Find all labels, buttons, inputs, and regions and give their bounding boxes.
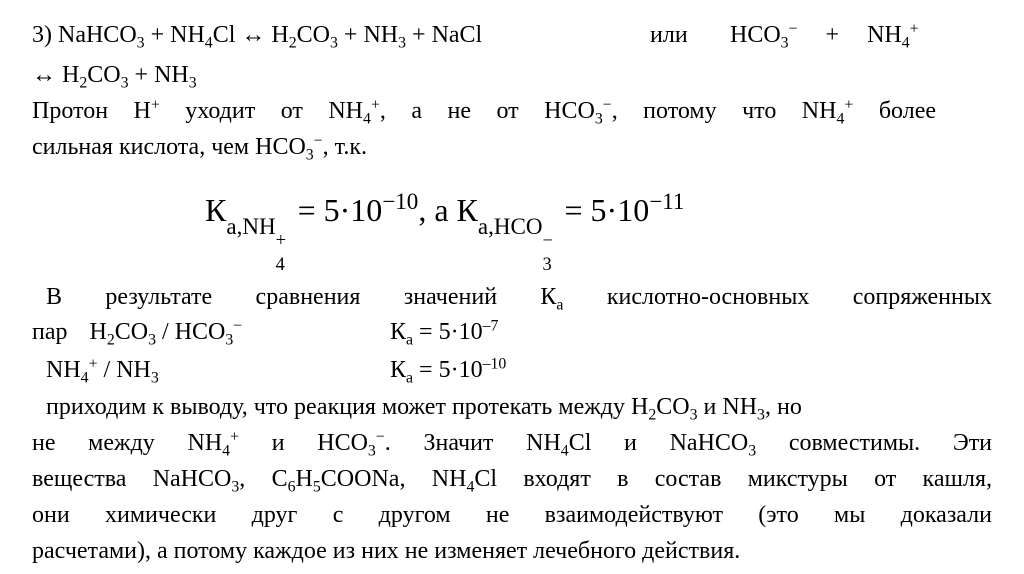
subscript: 5	[312, 478, 321, 496]
superscript: +	[909, 20, 919, 38]
text: Протон Н	[32, 98, 151, 124]
subscript: 3	[689, 406, 698, 424]
text: +	[825, 22, 840, 48]
text: NH	[242, 212, 276, 239]
superscript: −	[602, 96, 612, 114]
subscript: 4	[901, 34, 910, 52]
text: H	[295, 466, 313, 492]
subscript: 4	[363, 110, 371, 128]
subscript: 3	[231, 478, 240, 496]
equals-value-2: = 5·10	[556, 192, 650, 228]
subscript: 4	[222, 442, 231, 460]
text: HCO	[730, 22, 781, 48]
subscript: 2	[648, 406, 657, 424]
text: В результате сравнения значений К	[46, 284, 557, 310]
text: совместимы. Эти	[756, 430, 993, 456]
subscript: 4	[80, 369, 89, 387]
text: К	[390, 357, 407, 383]
text: CO	[87, 62, 121, 88]
text: NH	[46, 357, 81, 383]
or-word: или	[650, 22, 688, 48]
text: ↔ H	[32, 62, 80, 88]
paragraph-conclusion-line-3	[32, 464, 992, 494]
subscript: 3	[367, 442, 376, 460]
ka-subscript-hco3	[477, 212, 557, 274]
pair-1	[32, 317, 242, 347]
paragraph-conclusion-line-4: они химически друг с другом не взаимодействуют (это мы доказали	[32, 502, 992, 528]
text: = 5·10	[413, 319, 483, 345]
subscript: 4	[560, 442, 569, 460]
paragraph-conclusion-line-1	[46, 392, 1006, 422]
subscript: 2	[288, 34, 297, 52]
subscript: 3	[594, 110, 603, 128]
text: / HCO	[156, 319, 226, 345]
text: + NaCl	[406, 22, 483, 48]
ka-subscript-nh4	[226, 212, 289, 274]
subscript: 4	[836, 110, 845, 128]
text: , но	[764, 394, 802, 420]
subscript: 3	[120, 74, 129, 92]
text: + NH	[128, 62, 189, 88]
superscript: −	[313, 132, 323, 150]
text: Cl ↔ H	[212, 22, 289, 48]
subscript: 3	[188, 74, 197, 92]
text: Cl и NaHCO	[568, 430, 749, 456]
subscript: а	[406, 369, 414, 387]
superscript: +	[230, 428, 240, 446]
exponent-1: −10	[382, 188, 419, 215]
subscript: 4	[204, 34, 213, 52]
subscript: а	[406, 331, 414, 349]
text: , а К	[418, 192, 478, 228]
subscript: 3	[780, 34, 789, 52]
subscript: 3	[329, 34, 338, 52]
paragraph-comparison	[46, 282, 992, 312]
text: и HCO	[239, 430, 368, 456]
subscript: 3	[148, 331, 157, 349]
text: / NH	[97, 357, 151, 383]
superscript: –10	[482, 355, 507, 373]
reaction-line-2	[32, 60, 992, 90]
text: , C	[239, 466, 288, 492]
paragraph-proton	[32, 96, 936, 126]
subscript: 2	[79, 74, 88, 92]
ka-value-2	[390, 355, 506, 385]
text: CO	[296, 22, 330, 48]
pair-2	[46, 355, 159, 385]
superscript: –7	[482, 317, 499, 335]
equals-value-1: = 5·10	[289, 192, 383, 228]
subscript: 3	[542, 253, 552, 274]
text: приходим к выводу, что реакция может протекать между H	[46, 394, 649, 420]
superscript: −	[375, 428, 385, 446]
text: CO	[656, 394, 690, 420]
text: более	[853, 98, 937, 124]
text: COONa, NH	[320, 466, 467, 492]
subscript: 2	[106, 331, 115, 349]
text: CO	[114, 319, 149, 345]
subscript: 3	[150, 369, 159, 387]
reaction-line-1	[32, 20, 592, 50]
paragraph-conclusion-line-5: расчетами), а потому каждое из них не изменяет лечебного действия.	[32, 538, 741, 564]
superscript: −	[788, 20, 798, 38]
text: кислотно-основных сопряженных	[563, 284, 992, 310]
text: сильная кислота, чем HCO	[32, 134, 306, 160]
text: К	[390, 319, 407, 345]
ionic-equation	[730, 20, 919, 50]
subscript: а	[556, 296, 564, 314]
text: = 5·10	[413, 357, 483, 383]
subscript: 3	[305, 146, 314, 164]
subscript: 3	[748, 442, 757, 460]
text: . Значит NH	[384, 430, 561, 456]
superscript: +	[844, 96, 854, 114]
text: пар	[32, 319, 68, 345]
text: Cl входят в состав микстуры от кашля,	[474, 466, 993, 492]
text: HCO	[493, 212, 543, 239]
ka-value-1	[390, 317, 498, 347]
exponent-2: −11	[649, 188, 685, 215]
text: уходит от NH	[159, 98, 364, 124]
subscript: 6	[287, 478, 296, 496]
subscript: 3	[398, 34, 407, 52]
text: и NH	[697, 394, 758, 420]
subscript: 4	[466, 478, 475, 496]
subscript: 3	[757, 406, 765, 424]
paragraph-conclusion-line-2	[32, 428, 992, 458]
superscript: +	[275, 229, 286, 250]
text: , т.к.	[322, 134, 367, 160]
superscript: +	[88, 355, 98, 373]
subscript: 3	[225, 331, 234, 349]
text: + NH	[144, 22, 205, 48]
text: + NH	[337, 22, 399, 48]
superscript: +	[150, 96, 160, 114]
text: не между NH	[32, 430, 223, 456]
text: , потому что NH	[611, 98, 837, 124]
subscript: 3	[136, 34, 145, 52]
text: , а не от HCO	[379, 98, 595, 124]
subscript: 4	[275, 253, 285, 274]
superscript: +	[370, 96, 380, 114]
text: вещества NaHCO	[32, 466, 232, 492]
text: а,	[477, 212, 494, 239]
superscript: −	[233, 317, 243, 335]
text: NH	[867, 22, 902, 48]
ka-symbol: К	[205, 192, 227, 228]
text: а,	[226, 212, 243, 239]
superscript: −	[542, 229, 553, 250]
text: 3) NaHCO	[32, 22, 137, 48]
text: H	[89, 319, 107, 345]
paragraph-proton-line-2	[32, 132, 992, 162]
ka-formula	[205, 188, 685, 274]
